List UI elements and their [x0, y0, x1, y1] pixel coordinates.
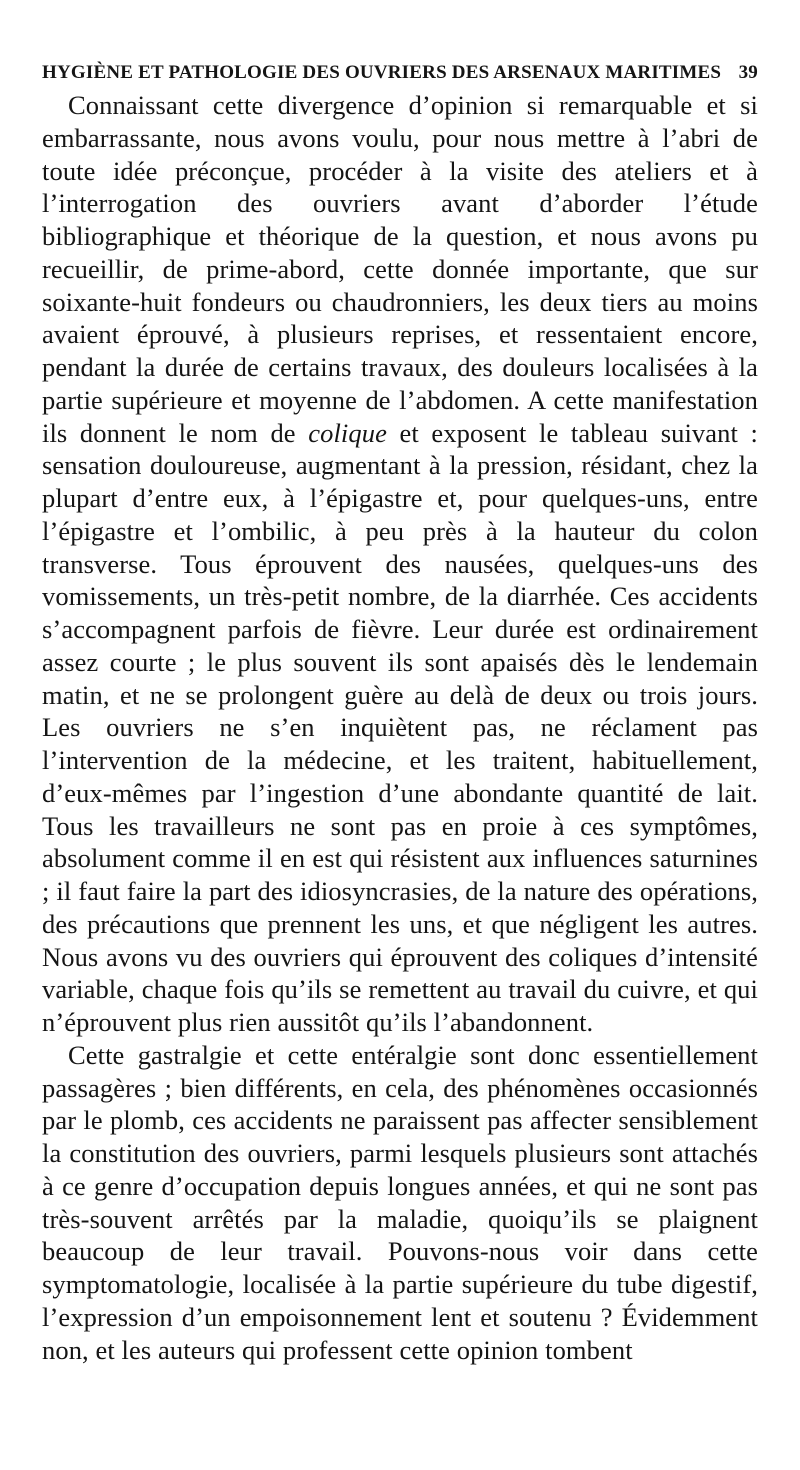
- page-number: 39: [738, 62, 758, 83]
- paragraph-2: [42, 1039, 758, 1367]
- running-title: HYGIÈNE ET PATHOLOGIE DES OUVRIERS DES ARSENAUX MARITIMES: [42, 62, 722, 83]
- book-page: [42, 60, 758, 1366]
- running-header: [42, 60, 758, 86]
- paragraph-2-text: Cette gastralgie et cette entéralgie sont donc essentiellement passagères ; bien différents, en cela, des phénomènes occasionnés par le plomb, ces accidents ne paraissent pas affecter sensiblement la constitution des ouvriers, parmi lesquels plusieurs sont attachés à ce genre d’occupation depuis longues années, et qui ne sont pas très-souvent arrêtés par la maladie, quoiqu’ils se plaignent beaucoup de leur travail. Pouvons-nous voir dans cette symptomatologie, localisée à la partie supérieure du tube digestif, l’expression d’un empoisonnement lent et soutenu ? Évidemment non, et les auteurs qui professent cette opinion tombent: [42, 1039, 758, 1365]
- paragraph-1-text-after: et exposent le tableau suivant : sensation douloureuse, augmentant à la pression, résidant, chez la plupart d’entre eux, à l’épigastre et, pour quelques-uns, entre l’épigastre et l’ombilic, à peu près à la hauteur du colon transverse. Tous éprouvent des nausées, quelques-uns des vomissements, un très-petit nombre, de la diarrhée. Ces accidents s’accompagnent parfois de fièvre. Leur durée est ordinairement assez courte ; le plus souvent ils sont apaisés dès le lendemain matin, et ne se prolongent guère au delà de deux ou trois jours. Les ouvriers ne s’en inquiètent pas, ne réclament pas l’intervention de la médecine, et les traitent, habituellement, d’eux-mêmes par l’ingestion d’une abondante quantité de lait. Tous les travailleurs ne sont pas en proie à ces symptômes, absolument comme il en est qui résistent aux influences saturnines ; il faut faire la part des idiosyncrasies, de la nature des opérations, des précautions que prennent les uns, et que négligent les autres. Nous avons vu des ouvriers qui éprouvent des coliques d’intensité variable, chaque fois qu’ils se remettent au travail du cuivre, et qui n’éprouvent plus rien aussitôt qu’ils l’abandonnent.: [42, 417, 758, 1037]
- body-text: [42, 89, 758, 1366]
- paragraph-1-text-before: Connaissant cette divergence d’opinion si remarquable et si embarrassante, nous avons voulu, pour nous mettre à l’abri de toute idée préconçue, procéder à la visite des ateliers et à l’interrogation des ouvriers avant d’aborder l’étude bibliographique et théorique de la question, et nous avons pu recueillir, de prime-abord, cette donnée importante, que sur soixante-huit fondeurs ou chaudronniers, les deux tiers au moins avaient éprouvé, à plusieurs reprises, et ressentaient encore, pendant la durée de certains travaux, des douleurs localisées à la partie supérieure et moyenne de l’abdomen. A cette manifestation ils donnent le nom de: [42, 90, 758, 448]
- paragraph-1-italic-term: colique: [308, 417, 387, 448]
- paragraph-1: [42, 89, 758, 1039]
